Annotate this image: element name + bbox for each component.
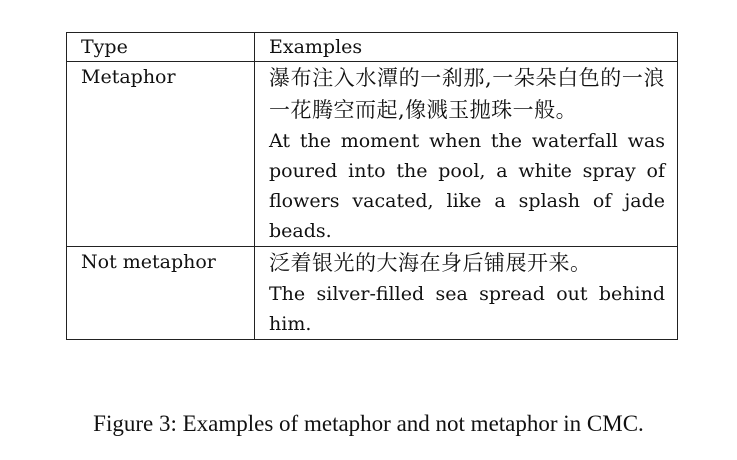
chinese-example-text: 泛着银光的大海在身后铺展开来。	[269, 251, 592, 275]
examples-table-container	[66, 32, 678, 340]
chinese-example-text: 瀑布注入水潭的一刹那,一朵朵白色的一浪一花腾空而起,像溅玉抛珠一般。	[269, 66, 665, 122]
row-type-label: Metaphor	[67, 62, 255, 247]
row-type-label: Not metaphor	[67, 247, 255, 340]
table-row	[67, 62, 678, 247]
header-examples: Examples	[255, 33, 678, 62]
table-header-row	[67, 33, 678, 62]
header-type: Type	[67, 33, 255, 62]
table-row	[67, 247, 678, 340]
english-translation-text: At the moment when the waterfall was poured into the pool, a white spray of flowers vacated, like a splash of jade beads.	[269, 130, 665, 242]
row-examples-cell	[255, 62, 678, 247]
english-translation-text: The silver-filled sea spread out behind him.	[269, 283, 665, 335]
examples-table	[66, 32, 678, 340]
figure-caption: Figure 3: Examples of metaphor and not metaphor in CMC.	[93, 411, 644, 436]
row-examples-cell	[255, 247, 678, 340]
